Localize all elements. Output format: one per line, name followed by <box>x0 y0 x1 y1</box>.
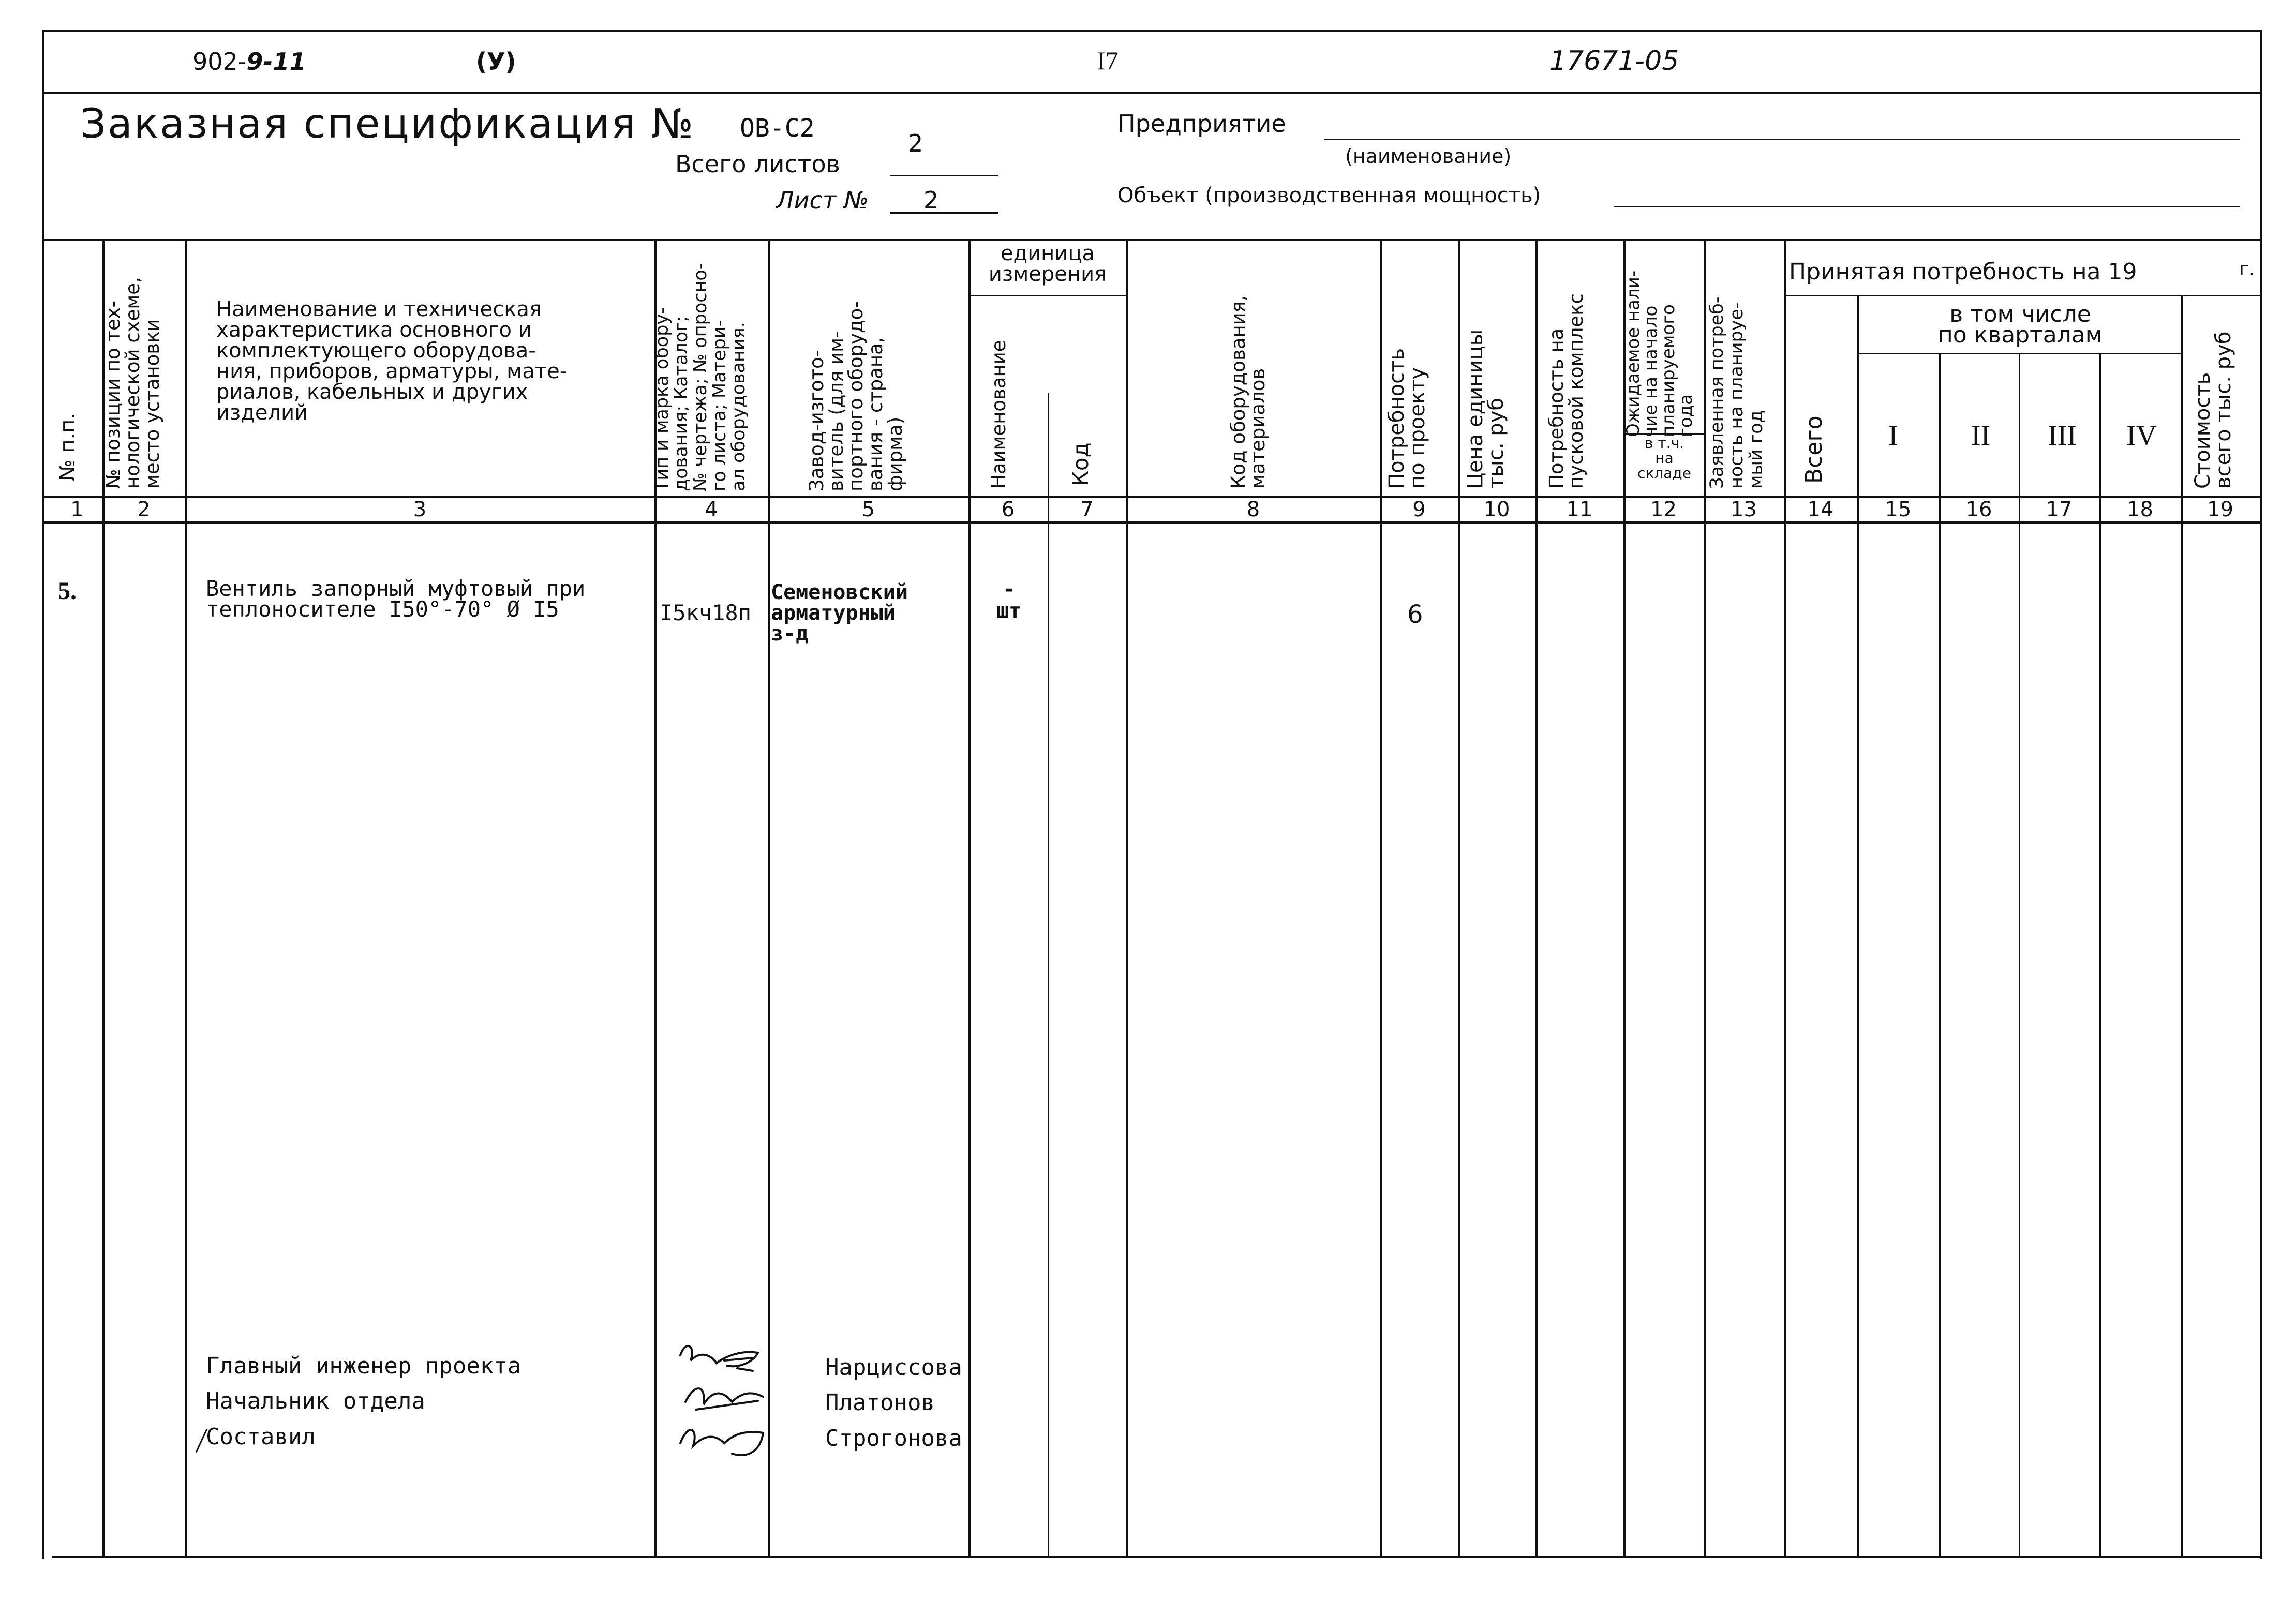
colnum-17: 17 <box>2046 498 2073 521</box>
name-note: (наименование) <box>1345 145 1512 168</box>
signature-name-chief-engineer: Нарциссова <box>825 1354 962 1381</box>
top-strip-line <box>42 92 2262 94</box>
enterprise-label: Предприятие <box>1117 110 1286 138</box>
document-mark: (У) <box>476 48 516 76</box>
project-code <box>192 48 306 76</box>
colnum-5: 5 <box>861 498 875 521</box>
colnum-12: 12 <box>1650 498 1677 521</box>
colnum-15: 15 <box>1885 498 1912 521</box>
total-sheets-underline <box>890 175 998 176</box>
col-line-17 <box>2099 353 2101 1558</box>
col-header-12-sub: в т.ч. на складе <box>1637 435 1691 482</box>
project-code-number: 9-11 <box>246 48 306 76</box>
accepted-group-suffix: г. <box>2239 259 2255 280</box>
col-line-15 <box>1939 353 1941 1558</box>
colnum-16: 16 <box>1965 498 1992 521</box>
colnum-bottom-line <box>42 521 2262 524</box>
col-line-7 <box>1126 239 1128 1558</box>
col-line-6 <box>1048 393 1049 1557</box>
row-name: Вентиль запорный муфтовый при теплоносителе I50°-70° Ø I5 <box>206 576 586 622</box>
row-unit-name: - шт <box>996 577 1022 623</box>
col-header-6: Наименование <box>988 340 1010 489</box>
col-header-16: II <box>1971 420 1991 452</box>
col-header-9: Потребность по проекту <box>1385 348 1429 489</box>
col-header-2: № позиции по тех- нологической схеме, место установки <box>102 277 163 489</box>
col-header-12: Ожидаемое нали- чие на начало планируемого года <box>1623 270 1696 437</box>
colnum-8: 8 <box>1246 498 1260 521</box>
enterprise-underline <box>1324 139 2240 140</box>
col-header-13: Заявленная потреб- ность на планируе- мый год <box>1707 296 1767 489</box>
accepted-group-label: Принятая потребность на 19 <box>1789 259 2137 285</box>
row-manufacturer: Семеновский арматурный з-д <box>771 580 908 646</box>
colnum-2: 2 <box>137 498 151 521</box>
col-header-4: Тип и марка обору- дования; Каталог; № чертежа; № опросно- го листа; Матери- ал оборудования. <box>652 263 749 491</box>
col-header-7: Код <box>1068 442 1093 486</box>
frame-bottom-line <box>52 1556 2261 1558</box>
project-code-prefix: 902- <box>192 48 247 76</box>
colnum-9: 9 <box>1412 498 1426 521</box>
colnum-14: 14 <box>1807 498 1834 521</box>
page-number: I7 <box>1097 46 1119 75</box>
col-line-14 <box>1857 295 1859 1557</box>
quarters-group-header: в том числе по кварталам <box>1938 301 2103 348</box>
object-label: Объект (производственная мощность) <box>1117 184 1541 207</box>
col-line-10 <box>1535 239 1538 1558</box>
sheet-underline <box>890 212 998 214</box>
total-sheets-label: Всего листов <box>675 150 840 178</box>
colnum-4: 4 <box>705 498 718 521</box>
spec-title: Заказная спецификация № <box>80 101 695 147</box>
object-underline <box>1614 206 2240 207</box>
col-header-5: Завод-изгото- витель (для им- портного оборудо- вания - страна, фирма) <box>806 301 906 491</box>
col-header-11: Потребность на пусковой комплекс <box>1545 293 1587 489</box>
frame-left-line <box>42 30 44 1559</box>
col-line-2 <box>185 239 187 1558</box>
colnum-18: 18 <box>2127 498 2153 521</box>
sheet-value: 2 <box>923 186 939 214</box>
col-header-8: Код оборудования, материалов <box>1227 295 1269 489</box>
signature-role-compiler: Составил <box>206 1424 316 1450</box>
colnum-11: 11 <box>1566 498 1593 521</box>
col-header-15: I <box>1888 420 1898 452</box>
col-header-1: № п.п. <box>56 412 80 481</box>
unit-group-line <box>968 295 1126 296</box>
col-line-5 <box>968 239 971 1558</box>
colnum-13: 13 <box>1731 498 1757 521</box>
row-need: 6 <box>1407 600 1423 629</box>
signature-name-department-head: Платонов <box>825 1389 935 1416</box>
col-header-19: Стоимость всего тыс. руб <box>2191 331 2235 489</box>
table-top-line <box>42 239 2262 241</box>
handwritten-signatures <box>675 1340 779 1469</box>
total-sheets-value: 2 <box>908 129 923 157</box>
col-header-17: III <box>2048 420 2077 452</box>
col-line-16 <box>2019 353 2020 1558</box>
frame-right-line <box>2260 30 2262 1559</box>
spec-number: ОВ-С2 <box>740 114 815 143</box>
document-number: 17671-05 <box>1549 46 1679 77</box>
col-header-18: IV <box>2126 420 2157 452</box>
row-type: I5кч18п <box>660 600 752 625</box>
colnum-1: 1 <box>70 498 84 521</box>
accepted-group-line <box>1784 295 2260 296</box>
frame-top-line <box>42 30 2262 32</box>
colnum-19: 19 <box>2207 498 2233 521</box>
unit-group-header: единица измерения <box>988 242 1107 286</box>
colnum-7: 7 <box>1080 498 1094 521</box>
col-line-13 <box>1784 239 1786 1558</box>
signature-name-compiler: Строгонова <box>825 1425 962 1452</box>
col-header-14: Всего <box>1801 415 1827 484</box>
signature-role-department-head: Начальник отдела <box>206 1388 425 1414</box>
accepted-group-header <box>1789 259 2255 285</box>
colnum-3: 3 <box>413 498 427 521</box>
sheet-label: Лист № <box>776 186 869 214</box>
signature-role-chief-engineer: Главный инженер проекта <box>206 1353 521 1379</box>
col-header-10: Цена единицы тыс. руб <box>1464 329 1508 489</box>
col-header-3: Наименование и техническая характеристика основного и комплектующего оборудова- ния, приборов, арматуры, мате- риалов, кабельных и других изделий <box>216 297 568 425</box>
col-line-8 <box>1380 239 1382 1558</box>
col-line-9 <box>1458 239 1460 1558</box>
row-pp: 5. <box>58 577 77 605</box>
colnum-6: 6 <box>1001 498 1015 521</box>
col-line-18 <box>2181 295 2183 1557</box>
col-line-12 <box>1704 239 1706 1558</box>
colnum-10: 10 <box>1483 498 1510 521</box>
